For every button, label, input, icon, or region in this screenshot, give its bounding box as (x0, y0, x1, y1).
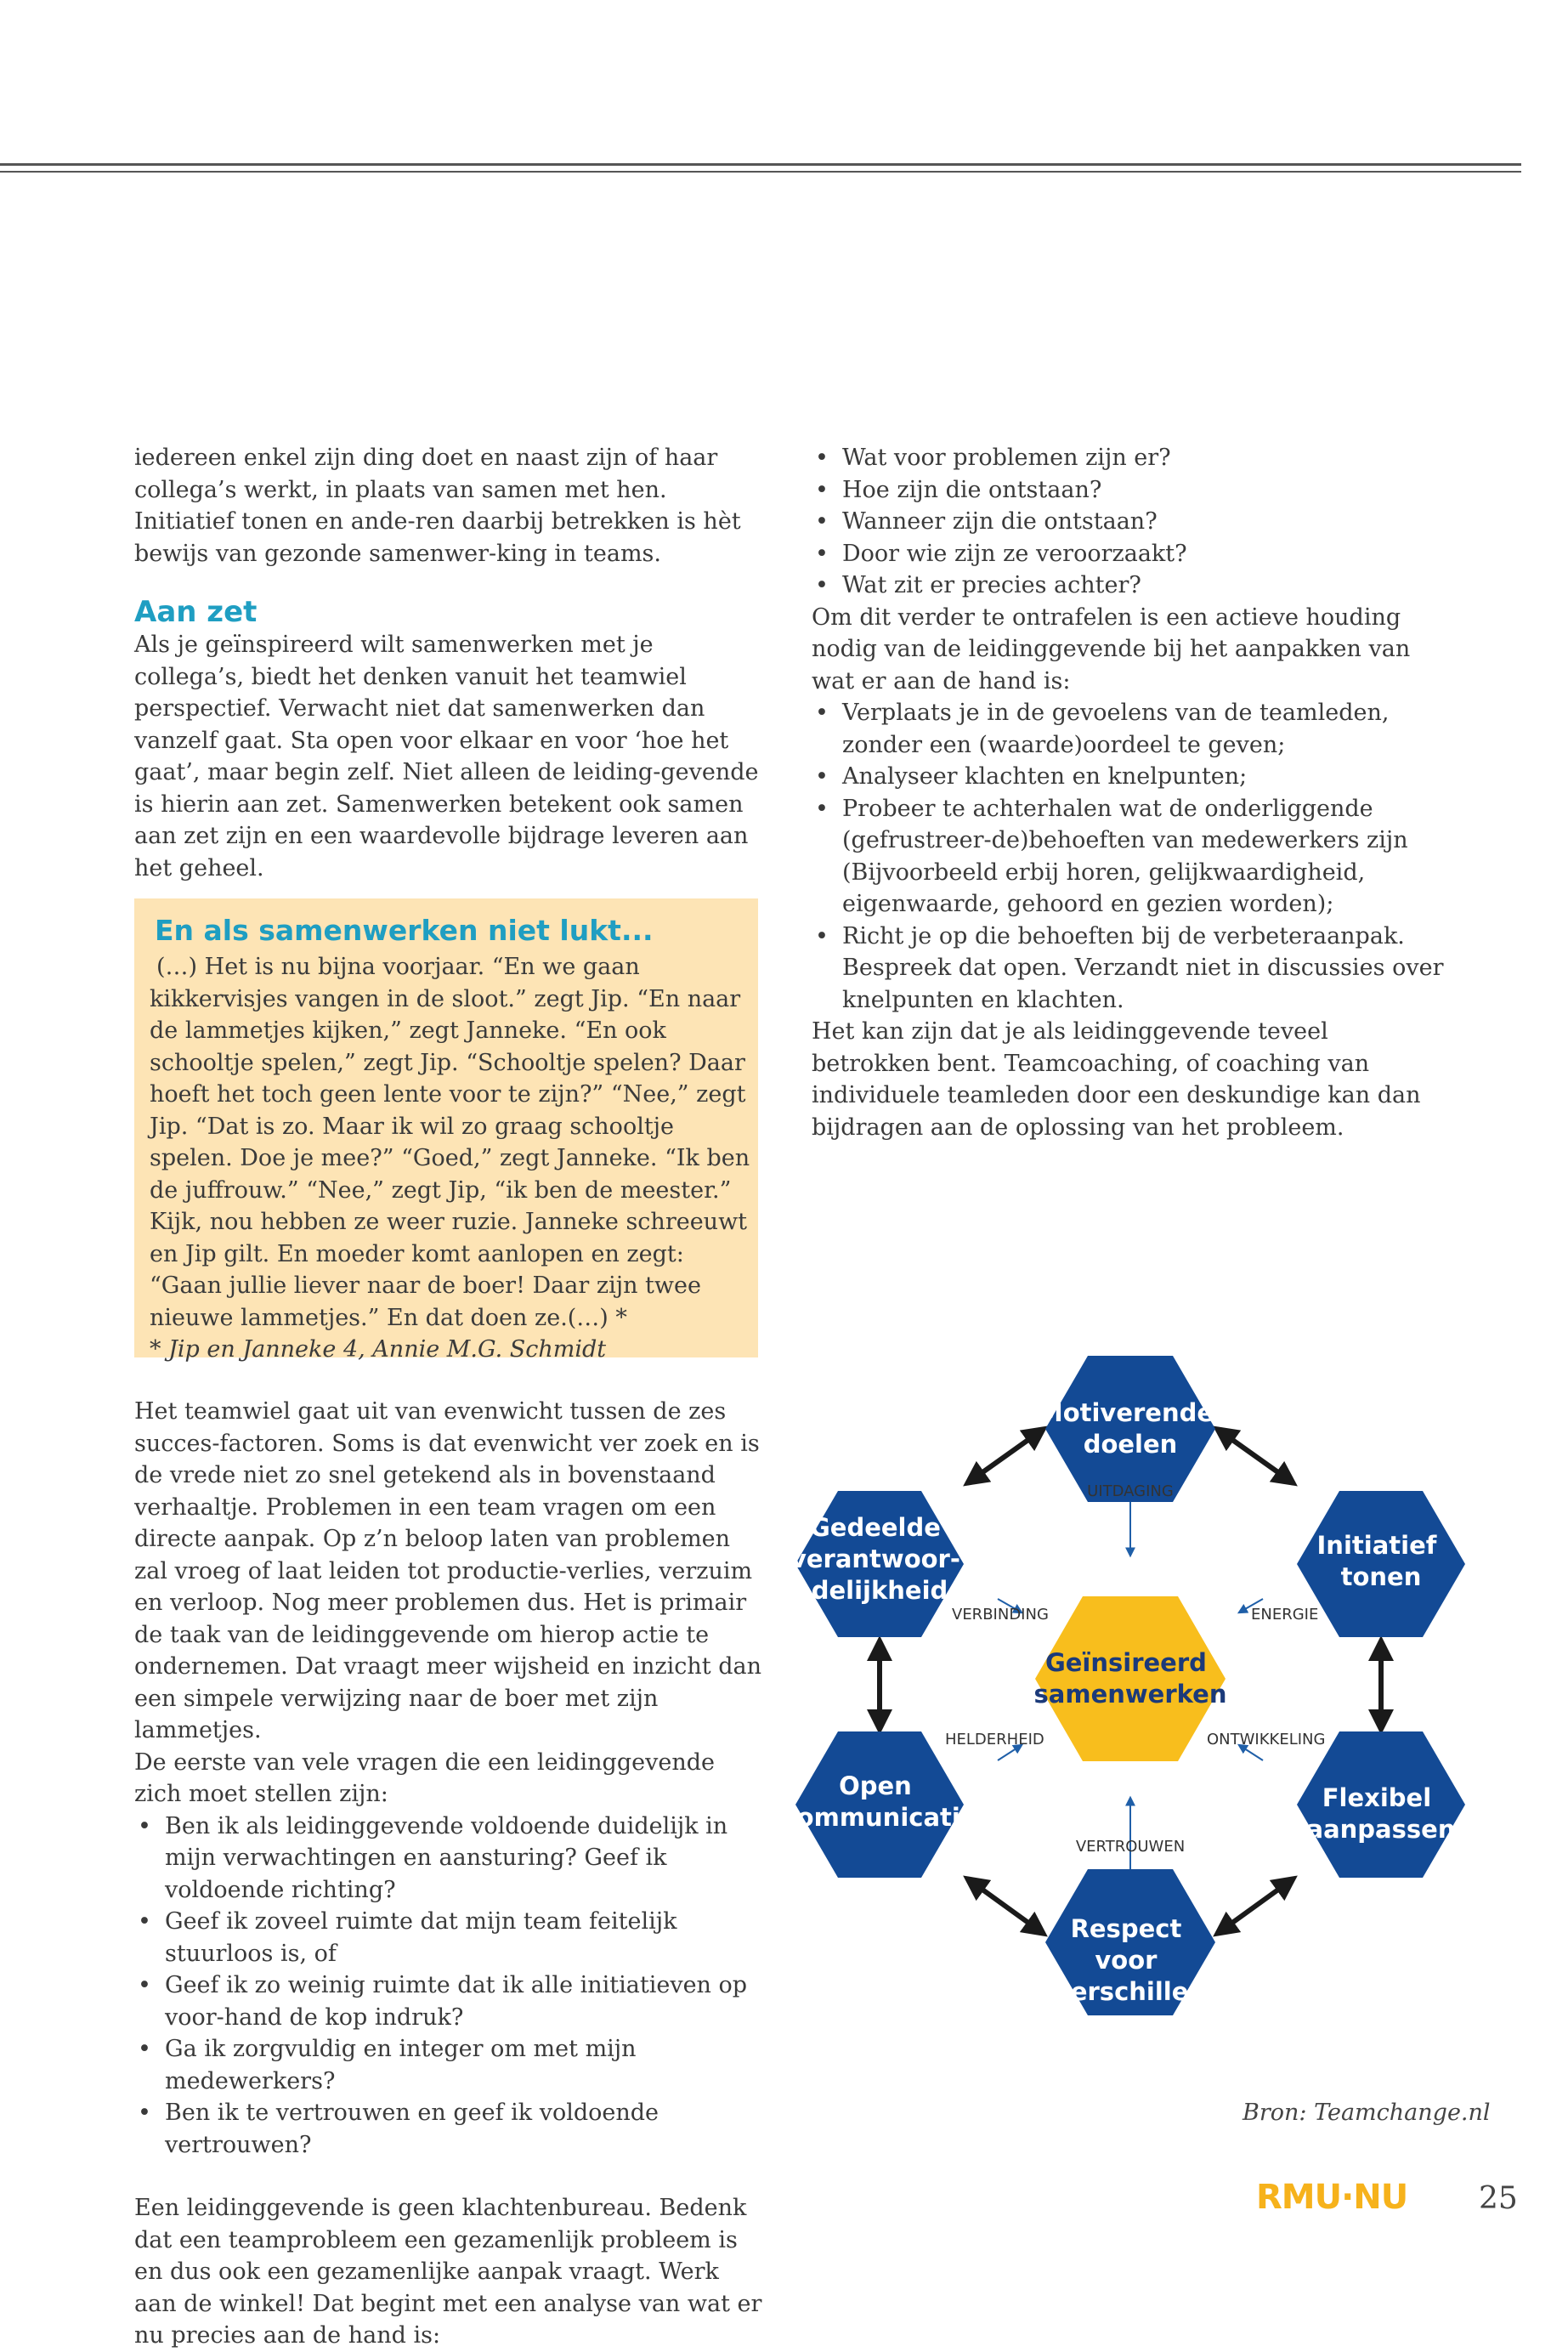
label-line: doelen (1083, 1430, 1178, 1459)
hex-top (1045, 1356, 1215, 1502)
label-line: verantwoor- (790, 1544, 960, 1573)
list-item: • Richt je op die behoeften bij de verbeteraanpak. Bespreek dat open. Verzandt niet in discussies over knelpunten en klachten. (812, 921, 1445, 1017)
hex-center (1035, 1596, 1226, 1761)
bottom-left-column (134, 1396, 763, 2352)
list-item: • Door wie zijn ze veroorzaakt? (812, 538, 1445, 570)
list-item: • Ben ik te vertrouwen en geef ik voldoende vertrouwen? (134, 2097, 763, 2161)
leader-question-list (134, 1811, 763, 2162)
label-line: samenwerken (1033, 1680, 1227, 1709)
edge-label-helderheid: HELDERHEID (945, 1731, 1044, 1748)
label-line: aanpassen (1306, 1815, 1456, 1844)
story-box (134, 898, 758, 1363)
list-item: • Wanneer zijn die ontstaan? (812, 506, 1445, 538)
list-item: • Wat voor problemen zijn er? (812, 442, 1445, 474)
story-credit: * Jip en Janneke 4, Annie M.G. Schmidt (150, 1336, 607, 1363)
list-item: • Wat zit er precies achter? (812, 570, 1445, 602)
label-line: Motiverende (1038, 1398, 1214, 1427)
header-rule-bottom (0, 171, 1521, 173)
list-item: • Analyseer klachten en knelpunten; (812, 761, 1445, 793)
edge-label-uitdaging: UITDAGING (1087, 1482, 1174, 1500)
page-number: 25 (1479, 2181, 1518, 2216)
list-item: • Hoe zijn die ontstaan? (812, 474, 1445, 507)
rmu-nu-logo: RMU·NU (1256, 2178, 1408, 2217)
story-text: (…) Het is nu bijna voorjaar. “En we gaan kikkervisjes vangen in de sloot.” zegt Jip. “En naar de lammetjes kijken,” zegt Janneke. “En ook schooltje spelen,” zegt Jip. “Schooltje spelen? Daar hoeft het toch geen lente voor te zijn?” “Nee,” zegt Jip. “Dat is zo. Maar ik wil zo graag schooltje spelen. Doe je mee?” “Goed,” zegt Janneke. “Ik ben de juffrouw.” “Nee,” zegt Jip, “ik ben de meester.” Kijk, nou hebben ze weer ruzie. Janneke schreeuwt en Jip gilt. En moeder komt aanlopen en zegt: “Gaan jullie liever naar de boer! Daar zijn twee nieuwe lammetjes.” En dat doen ze.(…) * (150, 954, 750, 1331)
label-line: tonen (1340, 1562, 1422, 1591)
action-list (812, 697, 1445, 1016)
label-line: voor (1095, 1946, 1158, 1975)
arrow-lower-left-to-bottom (967, 1879, 1044, 1934)
list-item: • Geef ik zoveel ruimte dat mijn team feitelijk stuurloos is, of (134, 1906, 763, 1969)
arrow-top-to-upper-right (1217, 1429, 1293, 1483)
label-line: Open (839, 1771, 912, 1800)
right-paragraph-2: Het kan zijn dat je als leidinggevende teveel betrokken bent. Teamcoaching, of coaching van individuele teamleden door een deskundige kan dan bijdragen aan de oplossing van het probleem. (812, 1018, 1421, 1141)
edge-label-ontwikkeling: ONTWIKKELING (1207, 1731, 1326, 1748)
list-item: • Geef ik zo weinig ruimte dat ik alle initiatieven op voor-hand de kop indruk? (134, 1969, 763, 2033)
left-column (134, 442, 763, 884)
label-line: Initiatief (1316, 1531, 1437, 1560)
aan-zet-paragraph: Als je geïnspireerd wilt samenwerken met je collega’s, biedt het denken vanuit het teamwiel perspectief. Verwacht niet dat samenwerken dan vanzelf gaat. Sta open voor elkaar en voor ‘hoe het gaat’, maar begin zelf. Niet alleen de leiding-gevende is hierin aan zet. Samenwerken betekent ook samen aan zet zijn en een waardevolle bijdrage leveren aan het geheel. (134, 632, 759, 881)
edge-label-verbinding: VERBINDING (952, 1606, 1049, 1624)
source-caption: Bron: Teamchange.nl (1243, 2100, 1491, 2126)
label-line: Respect (1070, 1914, 1182, 1943)
list-item: • Ben ik als leidinggevende voldoende duidelijk in mijn verwachtingen en aansturing? Geef ik voldoende richting? (134, 1811, 763, 1907)
list-item: • Ga ik zorgvuldig en integer om met mijn medewerkers? (134, 2033, 763, 2097)
list-item: • Probeer te achterhalen wat de onderliggende (gefrustreer-de)behoeften van medewerkers zijn (Bijvoorbeeld erbij horen, gelijkwaardigheid, eigenwaarde, gehoord en gezien worden); (812, 793, 1445, 921)
questions-intro-paragraph: De eerste van vele vragen die een leidinggevende zich moet stellen zijn: (134, 1748, 715, 1807)
label-line: Gedeelde (809, 1513, 941, 1542)
edge-label-vertrouwen: VERTROUWEN (1075, 1838, 1186, 1856)
label-line: verschillen (1054, 1977, 1207, 2006)
edge-label-energie: ENERGIE (1251, 1606, 1319, 1624)
label-line: Flexibel (1322, 1783, 1432, 1812)
label-line: Geïnsireerd (1044, 1648, 1207, 1677)
right-column (812, 442, 1445, 1143)
right-paragraph-1: Om dit verder te ontrafelen is een actieve houding nodig van de leidinggevende bij het aanpakken van wat er aan de hand is: (812, 604, 1411, 694)
hex-upper-left-label (790, 1513, 969, 1605)
teamwiel-diagram (782, 1347, 1479, 2019)
arrow-lower-right-to-bottom (1217, 1879, 1293, 1934)
question-list (812, 442, 1445, 602)
section-heading-aan-zet: Aan zet (134, 595, 258, 629)
story-box-heading: En als samenwerken niet lukt... (155, 914, 654, 947)
label-line: delijkheid (811, 1576, 948, 1605)
header-rule-top (0, 163, 1521, 166)
closing-paragraph: Een leidinggevende is geen klachtenbureau. Bedenk dat een teamprobleem een gezamenlijk probleem is en dus ook een gezamenlijke aanpak vraagt. Werk aan de winkel! Dat begint met een analyse van wat er nu precies aan de hand is: (134, 2195, 762, 2349)
intro-paragraph: iedereen enkel zijn ding doet en naast zijn of haar collega’s werkt, in plaats van samen met hen. Initiatief tonen en ande-ren daarbij betrekken is hèt bewijs van gezonde samenwer-king in teams. (134, 445, 741, 567)
teamwiel-paragraph: Het teamwiel gaat uit van evenwicht tussen de zes succes-factoren. Soms is dat evenwicht ver zoek en is de vrede niet zo snel getekend als in bovenstaand verhaaltje. Problemen in een team vragen om een directe aanpak. Op z’n beloop laten van problemen zal vroeg of laat leiden tot productie-verlies, verzuim en verloop. Nog meer problemen dus. Het is primair de taak van de leidinggevende om hierop actie te ondernemen. Dat vraagt meer wijsheid en inzicht dan een simpele verwijzing naar de boer met zijn lammetjes. (134, 1398, 762, 1743)
label-line: communicatie (782, 1803, 977, 1832)
list-item: • Verplaats je in de gevoelens van de teamleden, zonder een (waarde)oordeel te geven; (812, 697, 1445, 761)
arrow-top-to-upper-left (967, 1429, 1044, 1483)
